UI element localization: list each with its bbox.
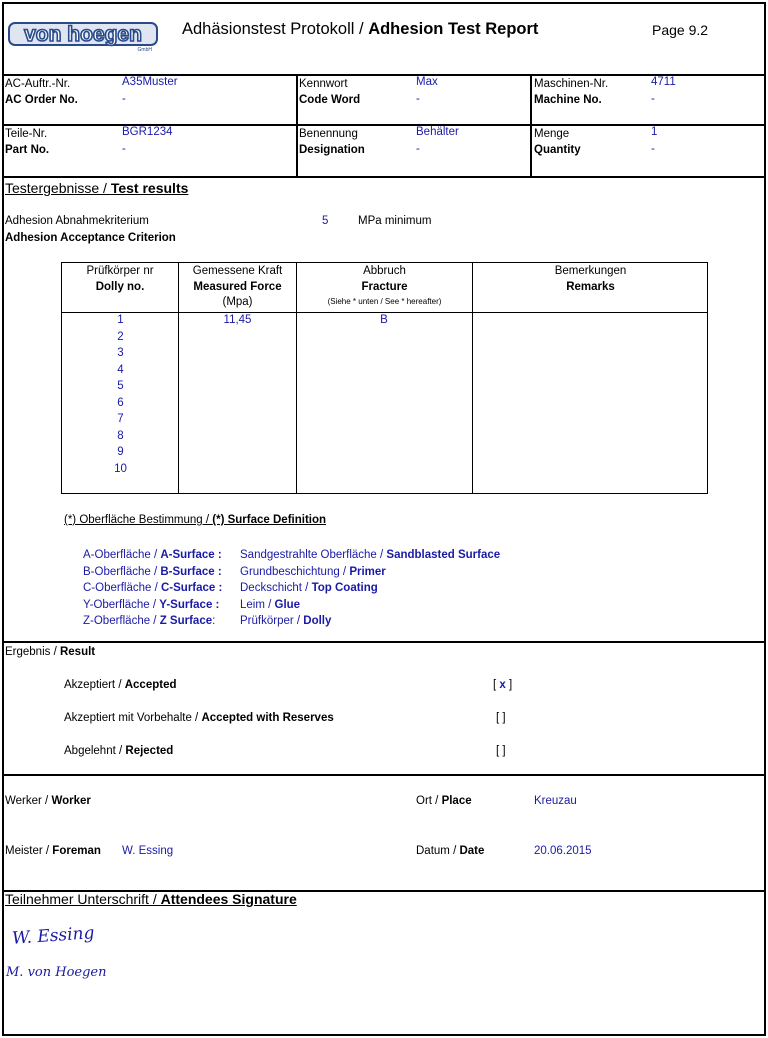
order-value-en: - <box>122 93 126 105</box>
row-force <box>179 430 296 447</box>
table-row <box>62 314 472 331</box>
criterion-unit: MPa minimum <box>358 215 432 227</box>
order-label-de: AC-Auftr.-Nr. <box>5 78 71 90</box>
row-force <box>179 364 296 381</box>
info-divider-1 <box>296 74 298 178</box>
part-label-en: Part No. <box>5 144 50 156</box>
info-bottom-divider <box>2 176 766 178</box>
table-row <box>62 463 472 480</box>
row-fracture <box>296 430 472 447</box>
svg-text:GmbH: GmbH <box>137 47 152 52</box>
code-label-en: Code Word <box>299 94 361 106</box>
surface-definition: Leim / Glue <box>240 598 301 611</box>
row-force <box>179 463 296 480</box>
table-col-divider-3 <box>472 262 473 494</box>
date-value: 20.06.2015 <box>534 845 592 857</box>
row-fracture <box>296 331 472 348</box>
surface-item: B-Oberfläche / B-Surface : <box>83 565 222 578</box>
accepted-checkbox[interactable]: [ x ] <box>493 679 513 691</box>
row-dolly-no: 5 <box>117 380 124 392</box>
row-dolly-no: 9 <box>117 446 124 458</box>
place-label: Ort / Place <box>416 795 472 807</box>
foreman-label: Meister / Foreman <box>5 845 101 857</box>
row-fracture <box>296 380 472 397</box>
table-body <box>62 314 472 479</box>
results-heading: Testergebnisse / Test results <box>5 180 189 196</box>
row-force <box>179 347 296 364</box>
surface-definitions <box>240 547 500 630</box>
table-row <box>62 413 472 430</box>
row-fracture <box>296 413 472 430</box>
row-fracture <box>296 463 472 480</box>
frame-top <box>2 2 766 4</box>
surface-item: A-Oberfläche / A-Surface : <box>83 549 222 561</box>
quantity-label-en: Quantity <box>534 144 581 156</box>
criterion-label-de: Adhesion Abnahmekriterium <box>5 215 149 227</box>
machine-value-en: - <box>651 93 655 105</box>
row-force <box>179 331 296 348</box>
order-label-en: AC Order No. <box>5 94 78 106</box>
row-dolly-no: 2 <box>117 330 124 343</box>
result-divider <box>2 641 766 643</box>
quantity-label-de: Menge <box>534 128 570 140</box>
row-fracture <box>296 364 472 381</box>
table-row <box>62 430 472 447</box>
result-accepted-reserves: Akzeptiert mit Vorbehalte / Accepted with Reserves <box>64 712 334 724</box>
surface-definition: Grundbeschichtung / Primer <box>240 565 386 578</box>
row-fracture <box>296 446 472 463</box>
surface-definition: Deckschicht / Top Coating <box>240 582 378 595</box>
row-dolly-no: 1 <box>117 314 124 326</box>
surface-definition: Prüfkörper / Dolly <box>240 615 332 628</box>
quantity-value-en: - <box>651 143 655 155</box>
surface-item: Z-Oberfläche / Z Surface: <box>83 615 216 628</box>
frame-right <box>764 2 766 1036</box>
row-fracture <box>296 347 472 364</box>
surface-item: Y-Oberfläche / Y-Surface : <box>83 598 220 611</box>
code-value-en: - <box>416 93 420 105</box>
surface-heading: (*) Oberfläche Bestimmung / (*) Surface Definition <box>64 514 327 526</box>
company-logo <box>8 20 160 52</box>
page-title: Adhäsionstest Protokoll / Adhesion Test Report <box>182 20 539 38</box>
place-value: Kreuzau <box>534 795 577 807</box>
part-label-de: Teile-Nr. <box>5 128 48 140</box>
signature-von-hoegen: M. von Hoegen <box>6 965 107 980</box>
frame-bottom <box>2 1034 766 1036</box>
surface-definition: Sandgestrahlte Oberfläche / Sandblasted Surface <box>240 549 501 561</box>
quantity-value: 1 <box>651 126 658 138</box>
order-value: A35Muster <box>122 76 178 88</box>
code-value: Max <box>416 76 438 88</box>
row-dolly-no: 3 <box>117 347 124 359</box>
surface-labels <box>83 547 222 630</box>
col-header-force: Gemessene Kraft Measured Force (Mpa) <box>192 265 283 308</box>
row-dolly-no: 8 <box>117 429 124 442</box>
row-force <box>179 380 296 397</box>
svg-text:von hoegen: von hoegen <box>24 23 142 46</box>
part-value: BGR1234 <box>122 126 173 138</box>
machine-label-en: Machine No. <box>534 94 602 106</box>
designation-value: Behälter <box>416 126 459 138</box>
designation-label-de: Benennung <box>299 128 358 140</box>
row-fracture <box>296 397 472 414</box>
row-dolly-no: 10 <box>114 462 127 475</box>
signoff-divider <box>2 774 766 776</box>
machine-label-de: Maschinen-Nr. <box>534 78 609 90</box>
criterion-value: 5 <box>322 215 329 227</box>
table-row <box>62 446 472 463</box>
row-fracture: B <box>380 314 388 326</box>
table-row <box>62 380 472 397</box>
code-label-de: Kennwort <box>299 78 348 90</box>
reserves-checkbox[interactable]: [ ] <box>496 712 506 724</box>
machine-value: 4711 <box>651 76 676 88</box>
info-divider-2 <box>530 74 532 178</box>
signature-essing: W. Essing <box>11 923 96 949</box>
row-force <box>179 413 296 430</box>
col-header-fracture: Abbruch Fracture (Siehe * unten / See * hereafter) <box>327 265 442 306</box>
part-value-en: - <box>122 143 126 155</box>
result-rejected: Abgelehnt / Rejected <box>64 745 174 757</box>
attendees-heading: Teilnehmer Unterschrift / Attendees Signature <box>5 891 297 907</box>
col-header-dolly: Prüfkörper nr Dolly no. <box>86 265 154 293</box>
row-dolly-no: 7 <box>117 413 124 425</box>
row-dolly-no: 6 <box>117 396 124 409</box>
row-force <box>179 397 296 414</box>
row-dolly-no: 4 <box>117 363 124 376</box>
col-header-remarks: Bemerkungen Remarks <box>554 265 627 293</box>
row-force: 11,45 <box>223 314 252 326</box>
table-row <box>62 331 472 348</box>
row-force <box>179 446 296 463</box>
table-header-divider <box>61 312 708 313</box>
table-row <box>62 364 472 381</box>
foreman-value: W. Essing <box>122 845 174 857</box>
table-row <box>62 347 472 364</box>
frame-left <box>2 2 4 1036</box>
rejected-checkbox[interactable]: [ ] <box>496 745 506 757</box>
designation-value-en: - <box>416 143 420 155</box>
worker-label: Werker / Worker <box>5 795 91 807</box>
date-label: Datum / Date <box>416 845 485 857</box>
criterion-label-en: Adhesion Acceptance Criterion <box>5 232 176 244</box>
surface-item: C-Oberfläche / C-Surface : <box>83 582 223 595</box>
table-row <box>62 397 472 414</box>
result-heading: Ergebnis / Result <box>5 646 96 658</box>
designation-label-en: Designation <box>299 144 365 156</box>
result-accepted: Akzeptiert / Accepted <box>64 679 177 691</box>
page-number: Page 9.2 <box>652 22 709 38</box>
